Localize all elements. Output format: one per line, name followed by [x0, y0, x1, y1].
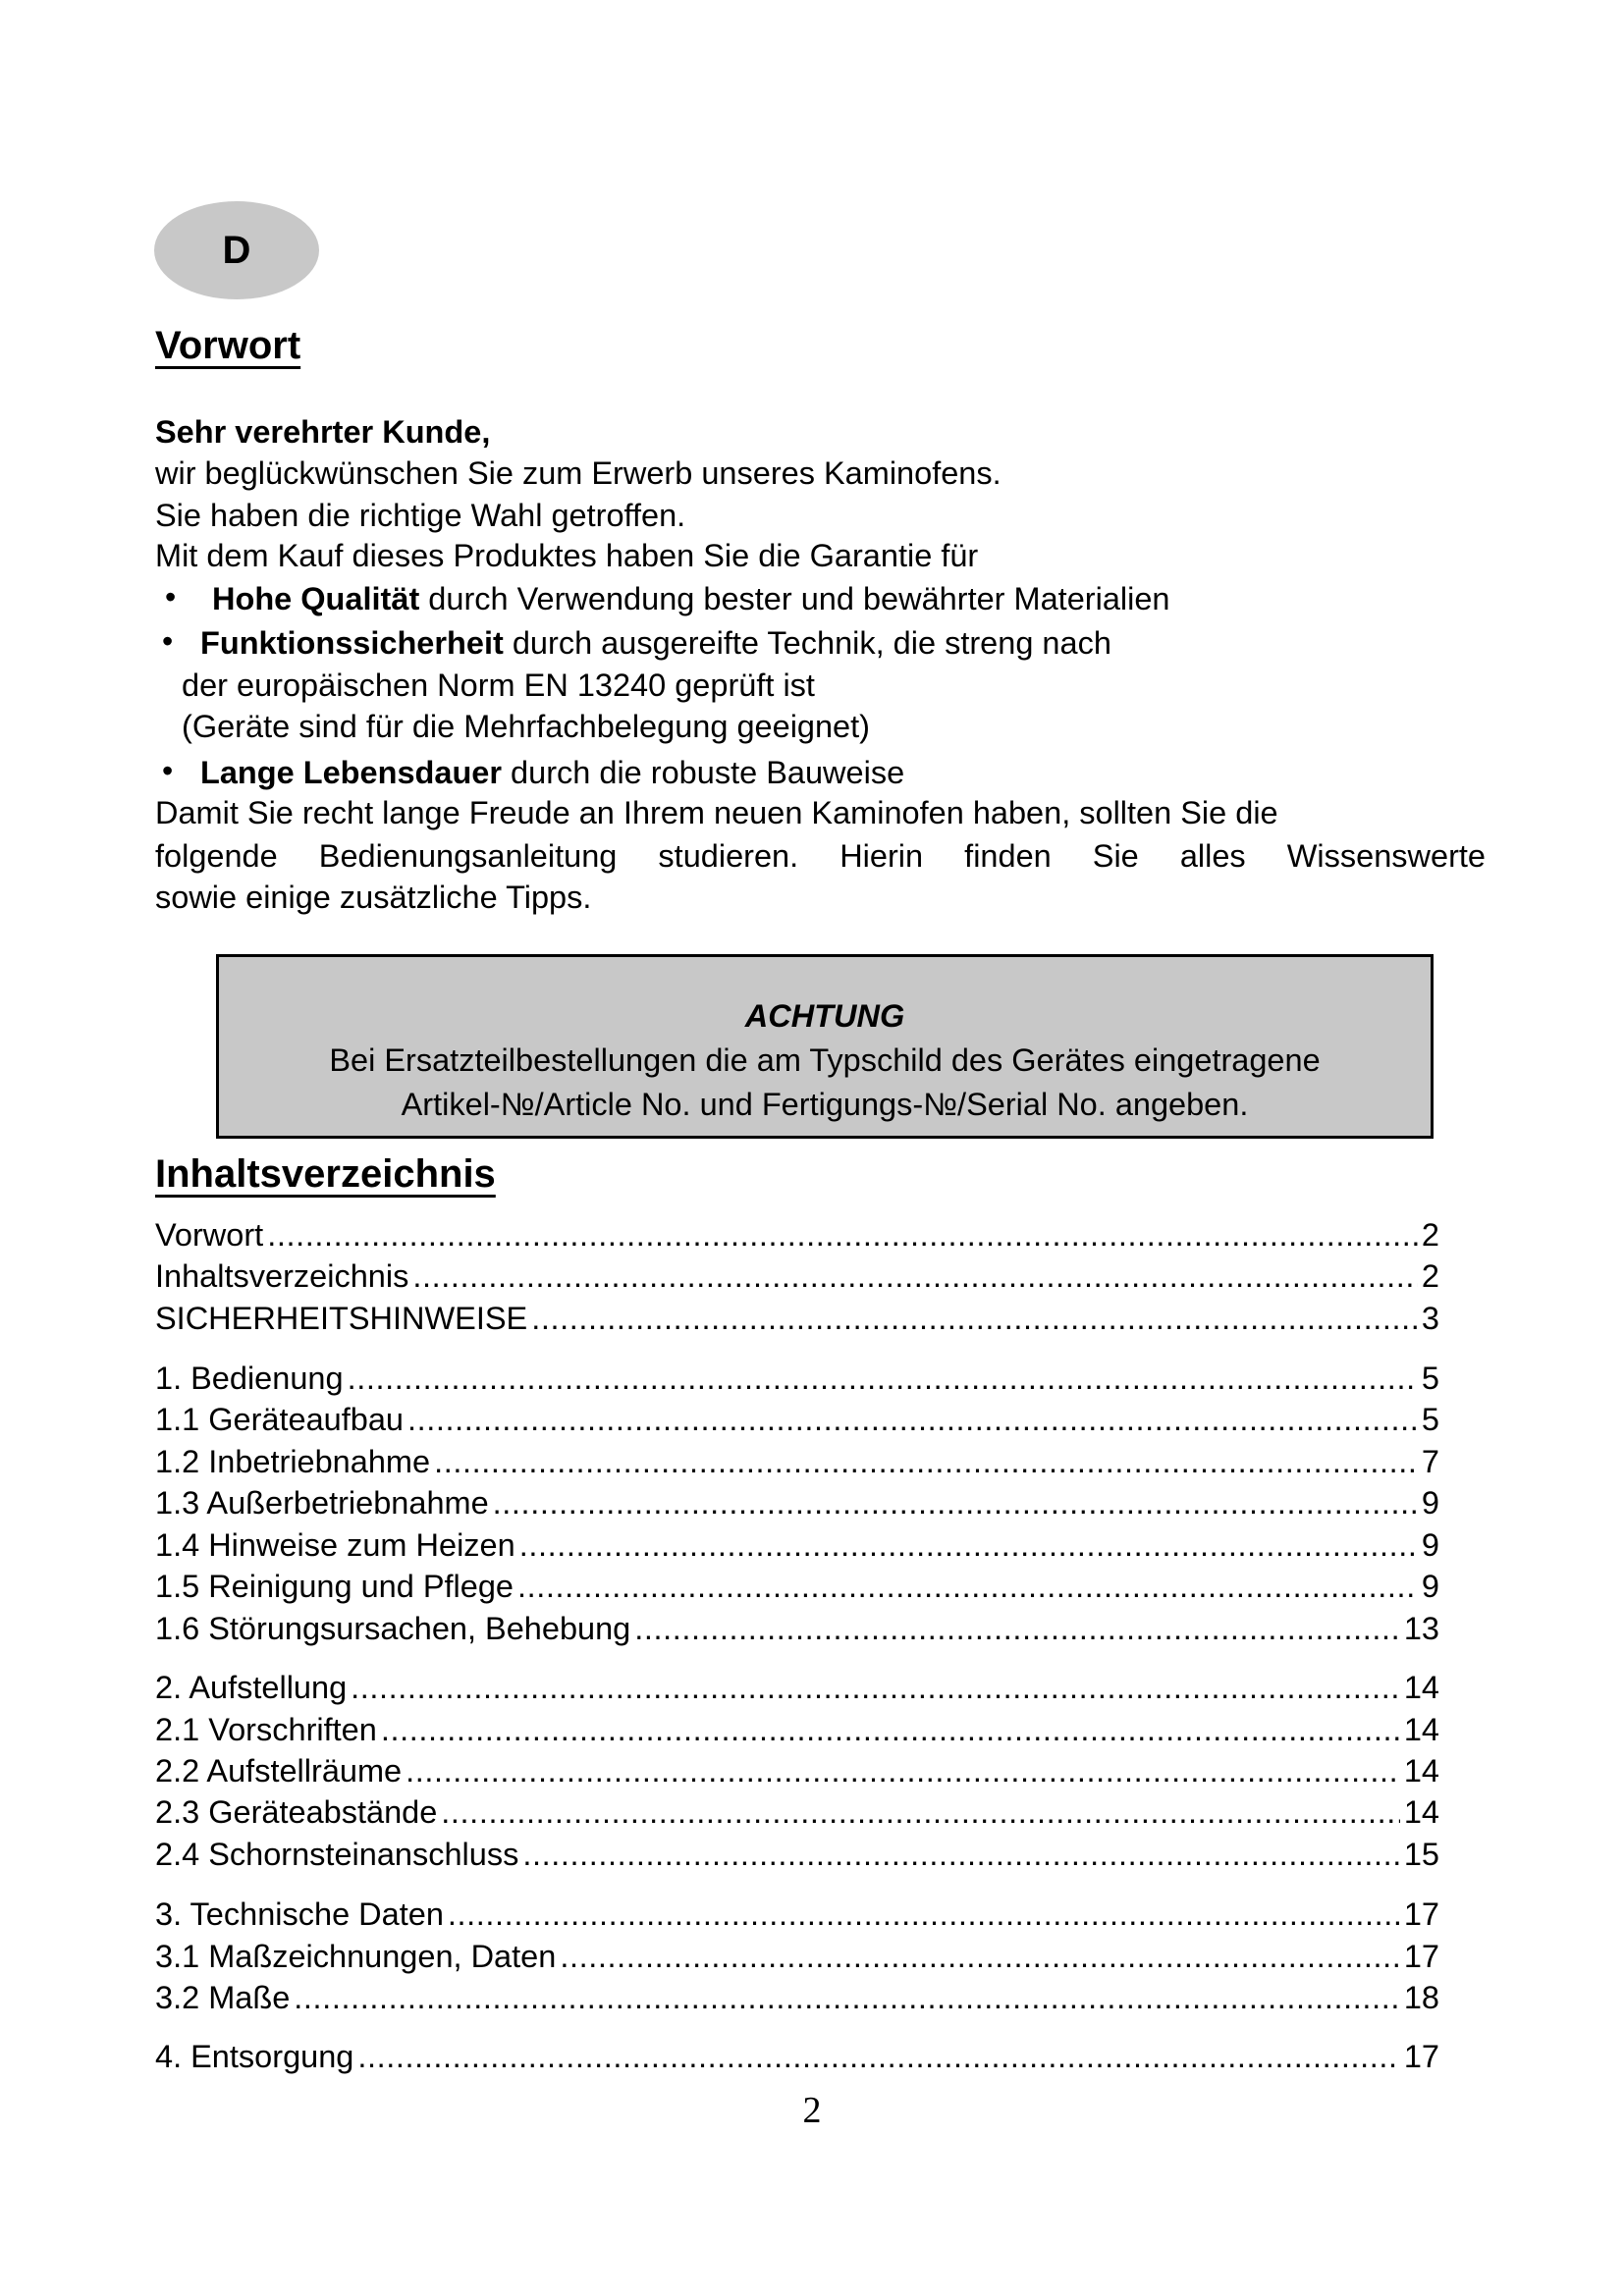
toc-entry-label: 2.1 Vorschriften [155, 1712, 377, 1747]
bullet-safety-bold: Funktionssicherheit [200, 625, 504, 661]
toc-leader [434, 1444, 1418, 1480]
bullet-safety [200, 623, 1111, 663]
toc-leader [634, 1611, 1400, 1647]
toc-entry-page: 3 [1421, 1301, 1439, 1336]
toc-leader [560, 1939, 1400, 1975]
bullet-safety-cont-1: der europäischen Norm EN 13240 geprüft ist [182, 667, 815, 703]
notice-title: ACHTUNG [744, 998, 905, 1034]
bullet-icon: • [162, 623, 174, 659]
toc-entry-page: 14 [1403, 1794, 1439, 1830]
toc-entry-label: 2.4 Schornsteinanschluss [155, 1837, 519, 1872]
bullet-durability-bold: Lange Lebensdauer [200, 755, 503, 790]
greeting: Sehr verehrter Kunde, [155, 414, 491, 450]
toc-leader [519, 1527, 1418, 1564]
intro-line-3: Mit dem Kauf dieses Produktes haben Sie die Garantie für [155, 538, 979, 573]
toc-leader [406, 1753, 1400, 1789]
toc-entry-page: 7 [1421, 1444, 1439, 1479]
toc-entry-label: Vorwort [155, 1217, 264, 1253]
toc-entry-label: 1.5 Reinigung und Pflege [155, 1569, 514, 1604]
toc-leader [493, 1485, 1418, 1522]
toc-heading: Inhaltsverzeichnis [155, 1152, 496, 1196]
toc-entry-page: 14 [1403, 1670, 1439, 1705]
toc-entry [155, 1712, 1439, 1751]
toc-entry-label: 1.6 Störungsursachen, Behebung [155, 1611, 631, 1646]
toc-entry [155, 1402, 1439, 1441]
toc-entry-page: 9 [1421, 1527, 1439, 1563]
toc-entry [155, 1569, 1439, 1608]
toc-entry-page: 2 [1421, 1217, 1439, 1253]
toc-leader [381, 1712, 1400, 1748]
toc-entry [155, 1837, 1439, 1876]
bullet-durability [200, 753, 904, 792]
toc-leader [517, 1569, 1418, 1605]
closing-line-2: folgende Bedienungsanleitung studieren. Hierin finden Sie alles Wissenswerte [155, 838, 1486, 874]
intro-line-1: wir beglückwünschen Sie zum Erwerb unseres Kaminofens. [155, 455, 1001, 491]
toc-entry-page: 13 [1403, 1611, 1439, 1646]
toc-entry-label: 3.1 Maßzeichnungen, Daten [155, 1939, 557, 1974]
bullet-safety-text: durch ausgereifte Technik, die streng nach [503, 625, 1111, 661]
toc-entry-page: 2 [1421, 1258, 1439, 1294]
page-number: 2 [802, 2090, 822, 2131]
language-badge: D [154, 201, 319, 299]
toc-entry [155, 1217, 1439, 1256]
toc-entry-label: Inhaltsverzeichnis [155, 1258, 409, 1294]
toc-entry-page: 9 [1421, 1485, 1439, 1521]
notice-line-1: Bei Ersatzteilbestellungen die am Typschild des Gerätes eingetragene [329, 1042, 1321, 1078]
toc-leader [522, 1837, 1399, 1873]
toc-entry [155, 1939, 1439, 1978]
toc-entry-label: 1.2 Inbetriebnahme [155, 1444, 431, 1479]
toc-entry [155, 1444, 1439, 1483]
toc-entry-page: 18 [1403, 1980, 1439, 2015]
toc-entry-page: 15 [1403, 1837, 1439, 1872]
toc-entry-label: 4. Entsorgung [155, 2039, 354, 2074]
toc-entry [155, 2039, 1439, 2078]
toc-entry [155, 1611, 1439, 1650]
toc-entry-label: 1.1 Geräteaufbau [155, 1402, 404, 1437]
toc-entry [155, 1485, 1439, 1524]
toc-entry [155, 1670, 1439, 1709]
toc-leader [357, 2039, 1399, 2075]
toc-entry-page: 5 [1421, 1402, 1439, 1437]
bullet-quality [212, 579, 1170, 618]
toc-leader [351, 1670, 1400, 1706]
toc-leader [531, 1301, 1418, 1337]
toc-leader [294, 1980, 1400, 2016]
toc-entry-label: 2.3 Geräteabstände [155, 1794, 438, 1830]
toc-leader [348, 1361, 1418, 1397]
toc-entry-label: 3.2 Maße [155, 1980, 291, 2015]
toc-entry [155, 1361, 1439, 1400]
intro-line-2: Sie haben die richtige Wahl getroffen. [155, 498, 686, 533]
toc-entry [155, 1301, 1439, 1340]
toc-leader [448, 1896, 1400, 1933]
bullet-icon: • [165, 579, 177, 614]
toc-entry-label: 1. Bedienung [155, 1361, 344, 1396]
notice-box [216, 954, 1434, 1139]
toc-entry-label: SICHERHEITSHINWEISE [155, 1301, 528, 1336]
toc-leader [441, 1794, 1400, 1831]
closing-line-3: sowie einige zusätzliche Tipps. [155, 880, 592, 915]
bullet-durability-text: durch die robuste Bauweise [502, 755, 905, 790]
toc-entry-page: 17 [1403, 2039, 1439, 2074]
toc-entry-page: 17 [1403, 1896, 1439, 1932]
toc-entry-page: 9 [1421, 1569, 1439, 1604]
closing-line-1: Damit Sie recht lange Freude an Ihrem neuen Kaminofen haben, sollten Sie die [155, 795, 1278, 830]
toc-leader [412, 1258, 1418, 1295]
toc-entry [155, 1753, 1439, 1792]
bullet-icon: • [162, 753, 174, 788]
toc-entry-label: 1.3 Außerbetriebnahme [155, 1485, 489, 1521]
toc-entry-label: 3. Technische Daten [155, 1896, 444, 1932]
bullet-safety-cont-2: (Geräte sind für die Mehrfachbelegung geeignet) [182, 709, 870, 744]
toc-leader [407, 1402, 1418, 1438]
toc-entry [155, 1980, 1439, 2019]
toc-entry [155, 1896, 1439, 1936]
toc-entry-page: 5 [1421, 1361, 1439, 1396]
toc-entry-label: 2.2 Aufstellräume [155, 1753, 403, 1789]
toc-entry-label: 1.4 Hinweise zum Heizen [155, 1527, 515, 1563]
toc-entry [155, 1794, 1439, 1834]
toc-leader [267, 1217, 1418, 1254]
toc-entry-label: 2. Aufstellung [155, 1670, 348, 1705]
toc-entry-page: 14 [1403, 1712, 1439, 1747]
toc-entry [155, 1527, 1439, 1567]
foreword-heading: Vorwort [155, 324, 301, 367]
bullet-quality-bold: Hohe Qualität [212, 581, 420, 616]
notice-line-2: Artikel-№/Article No. und Fertigungs-№/Serial No. angeben. [401, 1087, 1249, 1122]
toc-entry-page: 14 [1403, 1753, 1439, 1789]
toc-entry [155, 1258, 1439, 1298]
bullet-quality-text: durch Verwendung bester und bewährter Materialien [419, 581, 1170, 616]
toc-entry-page: 17 [1403, 1939, 1439, 1974]
